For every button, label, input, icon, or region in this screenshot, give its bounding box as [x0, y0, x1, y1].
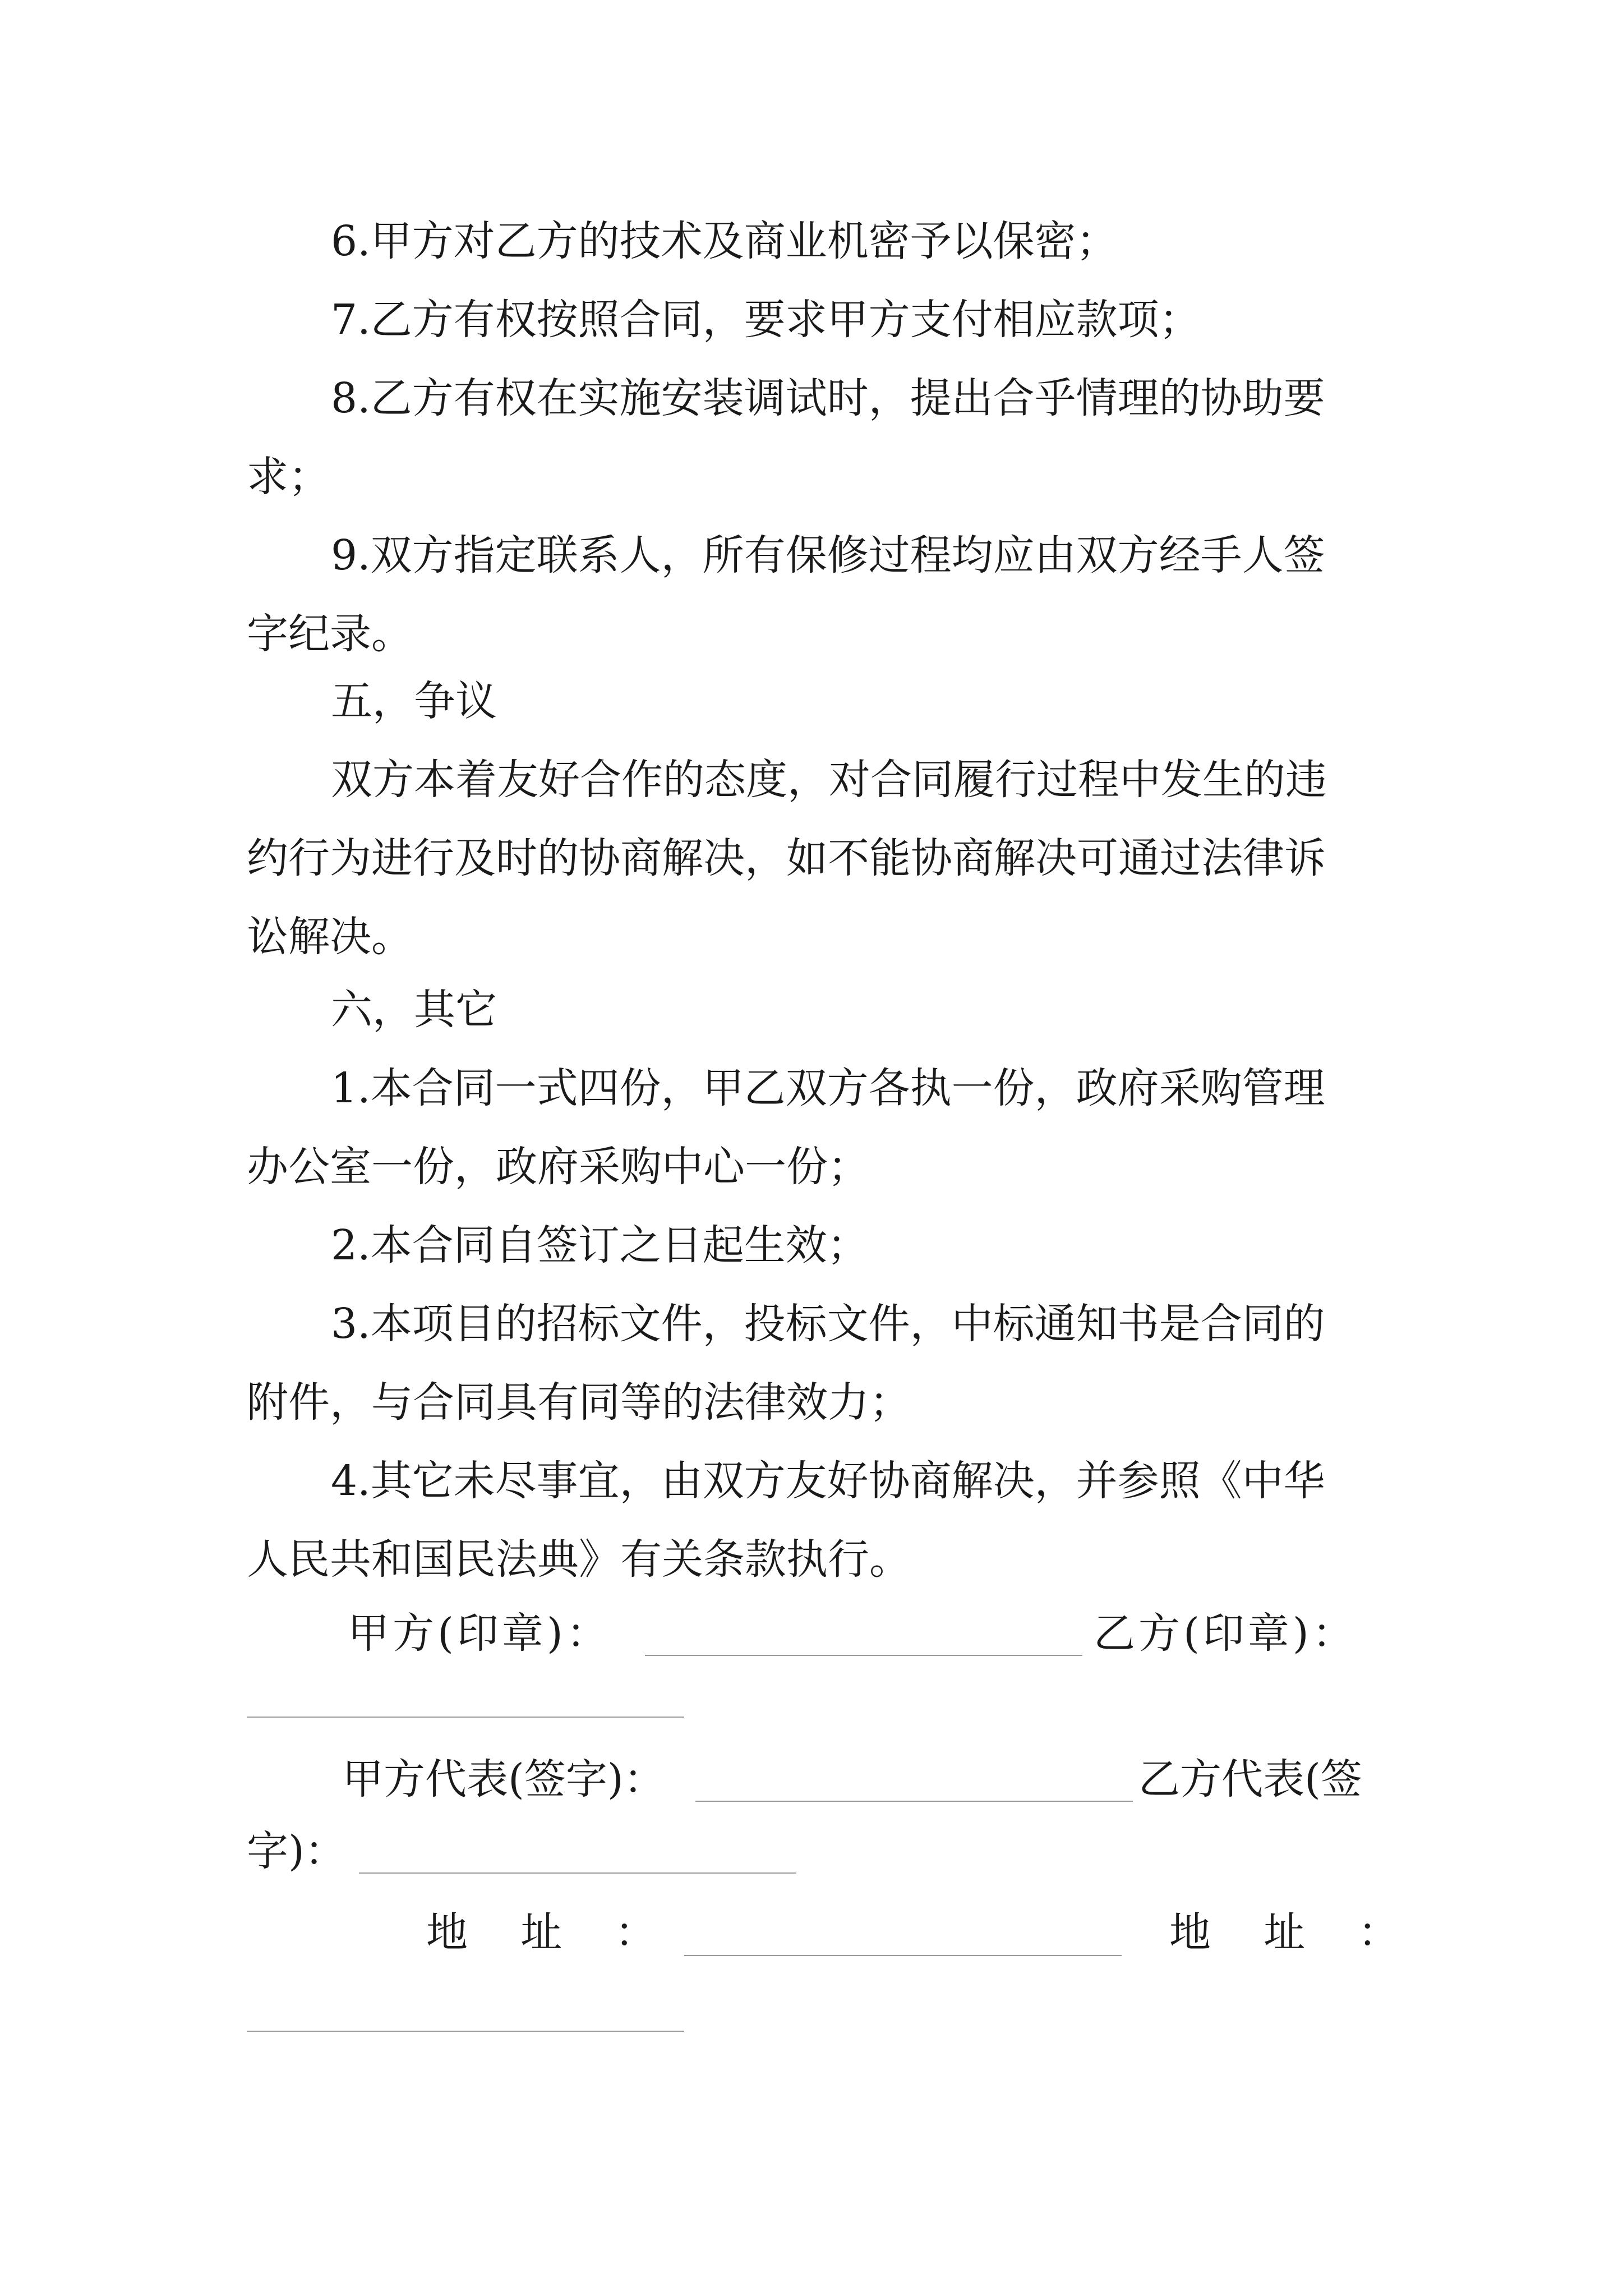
clause-9-line-1: 9.双方指定联系人，所有保修过程均应由双方经手人签: [331, 531, 1325, 579]
party-a-rep-label: 甲方代表(签字)：: [342, 1755, 665, 1803]
party-b-seal-label: 乙方(印章)：: [1094, 1609, 1357, 1658]
section-5-para-line-1: 双方本着友好合作的态度，对合同履行过程中发生的违: [331, 756, 1327, 804]
clause-7: 7.乙方有权按照合同，要求甲方支付相应款项；: [331, 296, 1201, 344]
section-5-heading: 五，争议: [331, 677, 497, 725]
party-a-rep-blank[interactable]: [695, 1801, 1133, 1802]
other-3-line-2: 附件，与合同具有同等的法律效力；: [247, 1378, 911, 1427]
party-b-rep-label-line-1: 乙方代表(签: [1138, 1755, 1362, 1803]
party-a-seal-blank[interactable]: [645, 1655, 1082, 1656]
clause-6: 6.甲方对乙方的技术及商业机密予以保密；: [331, 217, 1118, 265]
section-5-para-line-3: 讼解决。: [247, 913, 413, 961]
other-4-line-1: 4.其它未尽事宜，由双方友好协商解决，并参照《中华: [331, 1457, 1325, 1505]
section-6-heading: 六，其它: [331, 986, 497, 1034]
party-b-seal-blank[interactable]: [247, 1717, 684, 1718]
clause-8-line-2: 求；: [247, 453, 330, 501]
party-b-rep-blank[interactable]: [359, 1872, 796, 1874]
clause-9-line-2: 字纪录。: [247, 610, 413, 658]
other-4-line-2: 人民共和国民法典》有关条款执行。: [247, 1535, 911, 1584]
other-1-line-1: 1.本合同一式四份，甲乙双方各执一份，政府采购管理: [331, 1064, 1325, 1112]
other-3-line-1: 3.本项目的招标文件，投标文件，中标通知书是合同的: [331, 1300, 1325, 1348]
party-b-address-blank[interactable]: [247, 2031, 684, 2032]
party-a-address-blank[interactable]: [684, 1955, 1122, 1956]
party-a-seal-label: 甲方(印章)：: [348, 1609, 611, 1658]
party-a-address-label: 地 址 ：: [426, 1908, 657, 1957]
other-2: 2.本合同自签订之日起生效；: [331, 1221, 869, 1269]
section-5-para-line-2: 约行为进行及时的协商解决，如不能协商解决可通过法律诉: [247, 834, 1326, 882]
clause-8-line-1: 8.乙方有权在实施安装调试时，提出合乎情理的协助要: [331, 374, 1325, 422]
party-b-rep-label-line-2: 字)：: [247, 1827, 346, 1875]
other-1-line-2: 办公室一份，政府采购中心一份；: [247, 1143, 869, 1191]
party-b-address-label: 地 址 ：: [1169, 1908, 1400, 1957]
